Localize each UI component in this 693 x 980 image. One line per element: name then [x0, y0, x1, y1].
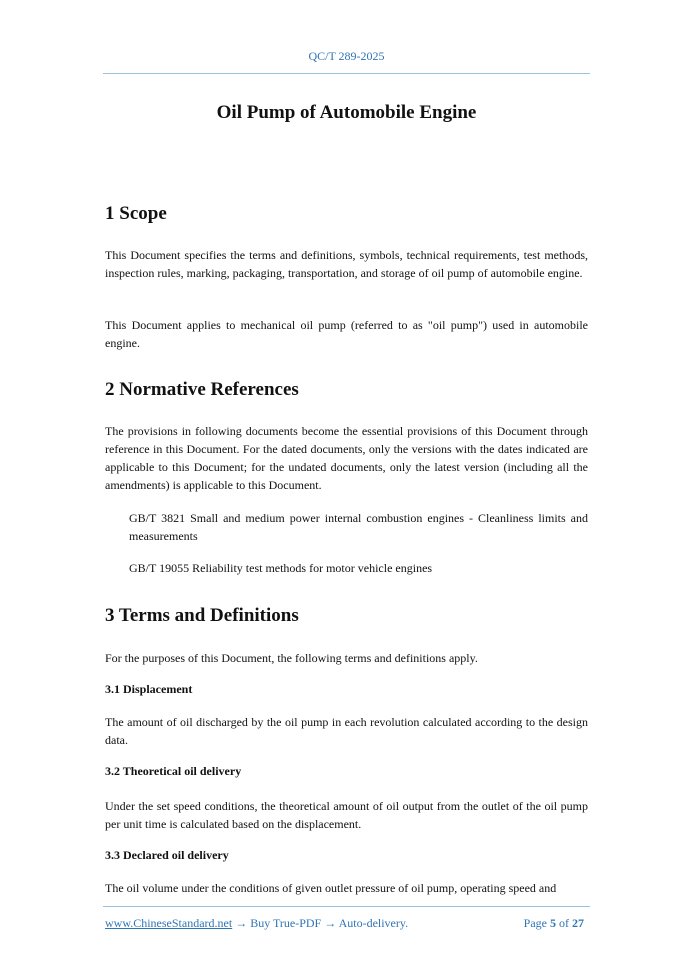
terms-intro: For the purposes of this Document, the following terms and definitions apply.	[105, 651, 478, 665]
document-code-header: QC/T 289-2025	[308, 49, 385, 63]
term-definition: The amount of oil discharged by the oil pump in each revolution calculated according to the design data.	[105, 715, 588, 747]
scope-paragraph-1: This Document specifies the terms and definitions, symbols, technical requirements, test methods, inspection rules, marking, packaging, transportation, and storage of oil pump of automobile engine.	[105, 248, 588, 280]
reference-item: GB/T 3821 Small and medium power internal combustion engines - Cleanliness limits and measurements	[129, 511, 588, 543]
footer-divider	[103, 906, 590, 907]
header-divider	[103, 73, 590, 74]
page-indicator	[524, 916, 584, 931]
reference-item: GB/T 19055 Reliability test methods for motor vehicle engines	[129, 561, 433, 575]
website-link[interactable]: www.ChineseStandard.net	[105, 916, 233, 930]
term-definition: The oil volume under the conditions of given outlet pressure of oil pump, operating speed and	[105, 881, 557, 895]
term-heading: 3.2 Theoretical oil delivery	[105, 764, 242, 778]
term-heading: 3.3 Declared oil delivery	[105, 848, 229, 862]
section-heading-terms: 3 Terms and Definitions	[105, 605, 299, 626]
page-number: 5	[550, 916, 556, 930]
term-definition: Under the set speed conditions, the theoretical amount of oil output from the outlet of the oil pump per unit time is calculated based on the displacement.	[105, 799, 588, 831]
footer-promo-text: → Buy True-PDF → Auto-delivery.	[232, 916, 409, 930]
section-heading-normative-references: 2 Normative References	[105, 379, 299, 400]
scope-paragraph-2: This Document applies to mechanical oil pump (referred to as "oil pump") used in automobile engine.	[105, 318, 588, 350]
page-total: 27	[572, 916, 584, 930]
document-title: Oil Pump of Automobile Engine	[216, 102, 477, 123]
of-label: of	[559, 916, 569, 930]
footer	[105, 916, 588, 931]
section-heading-scope: 1 Scope	[105, 203, 167, 224]
term-heading: 3.1 Displacement	[105, 682, 193, 696]
page-label: Page	[523, 916, 547, 930]
normative-paragraph: The provisions in following documents become the essential provisions of this Document through reference in this Document. For the dated documents, only the versions with the dates indicated are applicable to this Document; for the undated documents, only the latest version (including all the amendments) is applicable to this Document.	[105, 424, 588, 492]
